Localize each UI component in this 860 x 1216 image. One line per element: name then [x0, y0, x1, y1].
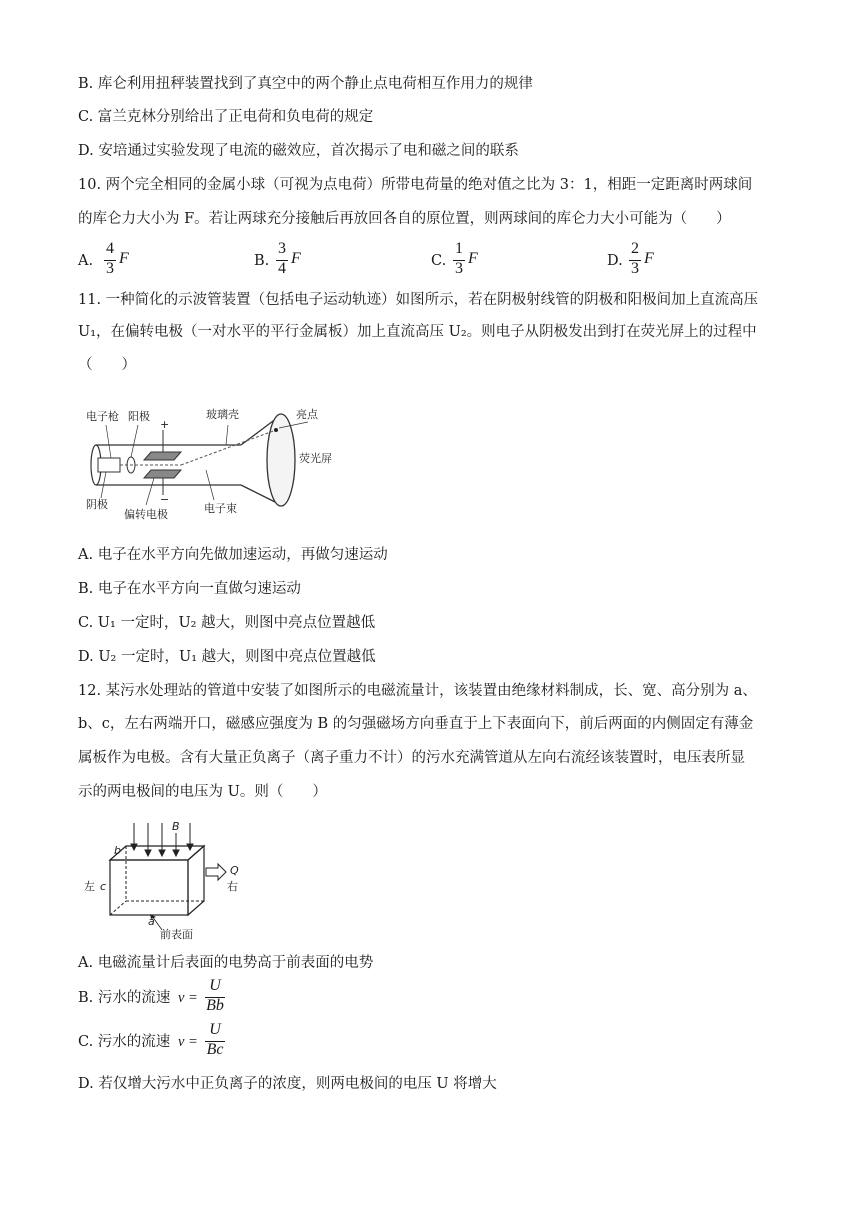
fraction-numerator: 2 [631, 240, 639, 257]
q10-option-c-fraction [453, 240, 465, 280]
label-bright-spot: 亮点 [296, 408, 318, 421]
fraction-numerator: 1 [455, 240, 463, 257]
fraction-numerator: U [209, 1021, 221, 1038]
q10-option-b-label: B. [254, 253, 270, 269]
label-B: B [172, 820, 180, 833]
q12-option-b-fraction [205, 977, 225, 1019]
q12-option-c-v-eq: v = [178, 1034, 198, 1050]
q12-option-b [78, 977, 378, 1020]
q12-stem-line1: 12. 某污水处理站的管道中安装了如图所示的电磁流量计，该装置由绝缘材料制成，长、宽、高分别为 a、 [78, 683, 757, 699]
label-b: b [114, 844, 121, 857]
q10-option-c [431, 240, 551, 280]
q10-option-a-fraction [104, 240, 116, 280]
label-screen: 荧光屏 [299, 452, 332, 465]
q10-option-b-fraction [276, 240, 288, 280]
q12-option-d: D. 若仅增大污水中正负离子的浓度，则两电极间的电压 U 将增大 [78, 1076, 497, 1092]
fraction-denominator: 3 [455, 260, 463, 277]
q10-option-b [254, 240, 374, 280]
label-anode: 阳极 [128, 410, 150, 423]
q9-option-b: B. 库仑利用扭秤装置找到了真空中的两个静止点电荷相互作用力的规律 [78, 76, 533, 92]
label-plus: + [160, 418, 170, 431]
q12-stem-line4: 示的两电极间的电压为 U。则（ ） [78, 784, 327, 800]
q10-option-c-var: F [468, 250, 478, 267]
fraction-denominator: 3 [106, 260, 114, 277]
q11-stem-line2: U₁，在偏转电极（一对水平的平行金属板）加上直流高压 U₂。则电子从阴极发出到打在荧光屏上的过程中 [78, 324, 757, 340]
q11-stem-line3: （ ） [78, 357, 136, 373]
q12-option-b-text: B. 污水的流速 [78, 990, 171, 1006]
q10-option-d [607, 240, 727, 280]
oscilloscope-tube-figure [86, 400, 346, 520]
q11-option-c: C. U₁ 一定时，U₂ 越大，则图中亮点位置越低 [78, 615, 376, 631]
label-minus: − [160, 493, 170, 506]
q10-option-d-var: F [644, 250, 654, 267]
q11-option-a: A. 电子在水平方向先做加速运动，再做匀速运动 [78, 547, 388, 563]
q10-option-d-label: D. [607, 253, 623, 269]
q10-option-c-label: C. [431, 253, 447, 269]
label-Q: Q [230, 864, 239, 877]
q10-option-d-fraction [629, 240, 641, 280]
fraction-numerator: 3 [278, 240, 286, 257]
q11-option-b: B. 电子在水平方向一直做匀速运动 [78, 581, 301, 597]
label-cathode: 阴极 [86, 498, 108, 511]
flowmeter-figure [84, 818, 264, 940]
fraction-numerator: U [209, 977, 221, 994]
q11-stem-line1: 11. 一种简化的示波管装置（包括电子运动轨迹）如图所示，若在阴极射线管的阴极和阳极间加上直流高压 [78, 292, 759, 308]
fraction-denominator: Bb [206, 997, 224, 1014]
fraction-denominator: 4 [278, 260, 286, 277]
q10-stem-line2: 的库仑力大小为 F。若让两球充分接触后再放回各自的原位置，则两球间的库仑力大小可能为（ ） [78, 211, 731, 227]
q12-stem-line3: 属板作为电极。含有大量正负离子（离子重力不计）的污水充满管道从左向右流经该装置时，电压表所显 [78, 750, 745, 766]
q10-option-a [78, 240, 198, 280]
label-a: a [148, 915, 155, 928]
q9-option-c: C. 富兰克林分别给出了正电荷和负电荷的规定 [78, 109, 374, 125]
q12-option-c-fraction [205, 1021, 225, 1063]
q10-option-b-var: F [291, 250, 301, 267]
q12-stem-line2: b、c，左右两端开口，磁感应强度为 B 的匀强磁场方向垂直于上下表面向下，前后两面的内侧固定有薄金 [78, 716, 754, 732]
label-glass-shell: 玻璃壳 [206, 408, 239, 421]
label-c: c [100, 880, 107, 893]
q12-option-c [78, 1021, 378, 1064]
q12-option-c-text: C. 污水的流速 [78, 1034, 171, 1050]
q11-option-d: D. U₂ 一定时，U₁ 越大，则图中亮点位置越低 [78, 649, 376, 665]
fraction-denominator: 3 [631, 260, 639, 277]
label-right: 右 [227, 880, 238, 893]
label-front-surface: 前表面 [160, 928, 193, 940]
q10-stem-line1: 10. 两个完全相同的金属小球（可视为点电荷）所带电荷量的绝对值之比为 3：1，相距一定距离时两球间 [78, 177, 753, 193]
label-electron-beam: 电子束 [204, 502, 237, 515]
fraction-numerator: 4 [106, 240, 114, 257]
q9-option-d: D. 安培通过实验发现了电流的磁效应，首次揭示了电和磁之间的联系 [78, 143, 519, 159]
fraction-denominator: Bc [206, 1041, 224, 1058]
q12-option-b-v-eq: v = [178, 990, 198, 1006]
q10-option-a-var: F [119, 250, 129, 267]
label-left: 左 [84, 880, 95, 893]
q12-option-a: A. 电磁流量计后表面的电势高于前表面的电势 [78, 955, 374, 971]
q10-option-a-label: A. [78, 253, 94, 269]
label-deflection-electrode: 偏转电极 [124, 508, 168, 520]
label-electron-gun: 电子枪 [86, 410, 119, 423]
